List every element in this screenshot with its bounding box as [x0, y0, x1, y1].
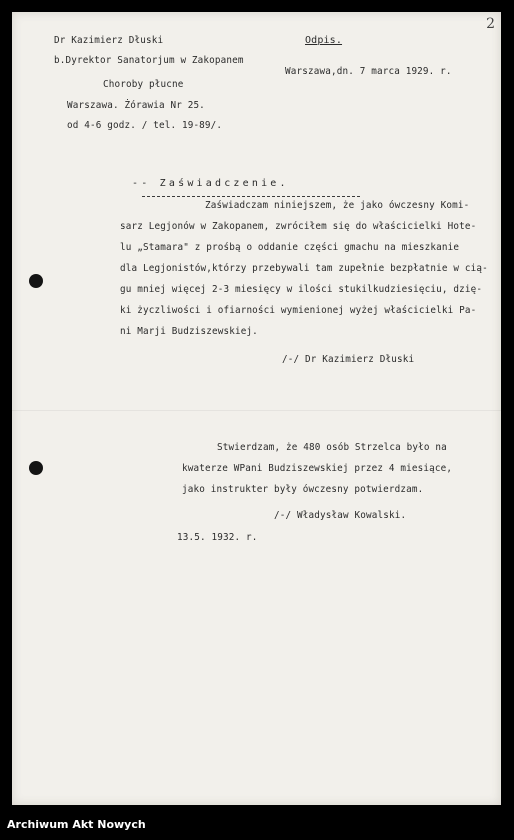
archive-name: Archiwum Akt Nowych — [7, 818, 146, 831]
letterhead-position: b.Dyrektor Sanatorjum w Zakopanem — [54, 55, 244, 66]
certificate-line: dla Legjonistów,którzy przebywali tam zupełnie bezpłatnie w cią- — [120, 263, 488, 274]
certificate-line: ni Marji Budziszewskiej. — [120, 326, 258, 337]
letterhead-name: Dr Kazimierz Dłuski — [54, 35, 164, 46]
paper-fold-line — [12, 410, 501, 411]
letterhead-hours: od 4-6 godz. / tel. 19-89/. — [67, 120, 223, 131]
certificate-title: -- Zaświadczenie. — [132, 178, 289, 189]
punch-hole — [29, 274, 43, 288]
certificate-signature: /-/ Dr Kazimierz Dłuski — [282, 354, 415, 365]
certificate-line: Zaświadczam niniejszem, że jako ówczesny Komi- — [205, 200, 470, 211]
certificate-line: ki życzliwości i ofiarności wymienionej wyżej właścicielki Pa- — [120, 305, 477, 316]
confirmation-line: Stwierdzam, że 480 osób Strzelca było na — [217, 442, 447, 453]
confirmation-signature: /-/ Władysław Kowalski. — [274, 510, 407, 521]
title-underline — [142, 196, 360, 197]
letterhead-address: Warszawa. Żórawia Nr 25. — [67, 100, 205, 111]
certificate-line: sarz Legjonów w Zakopanem, zwróciłem się do właścicielki Hote- — [120, 221, 477, 232]
archive-footer — [0, 812, 514, 840]
copy-label: Odpis. — [305, 35, 343, 46]
confirmation-line: jako instrukter były ówczesny potwierdzam. — [182, 484, 424, 495]
certificate-line: gu mniej więcej 2-3 miesięcy w ilości stukilkudziesięciu, dzię- — [120, 284, 483, 295]
punch-hole — [29, 461, 43, 475]
letterhead-specialty: Choroby płucne — [103, 79, 184, 90]
certificate-line: lu „Stamara" z prośbą o oddanie części gmachu na mieszkanie — [120, 242, 460, 253]
place-date: Warszawa,dn. 7 marca 1929. r. — [285, 66, 452, 77]
confirmation-line: kwaterze WPani Budziszewskiej przez 4 miesiące, — [182, 463, 453, 474]
document-page — [12, 12, 501, 805]
page-number: 2 — [486, 16, 495, 32]
confirmation-date: 13.5. 1932. r. — [177, 532, 258, 543]
